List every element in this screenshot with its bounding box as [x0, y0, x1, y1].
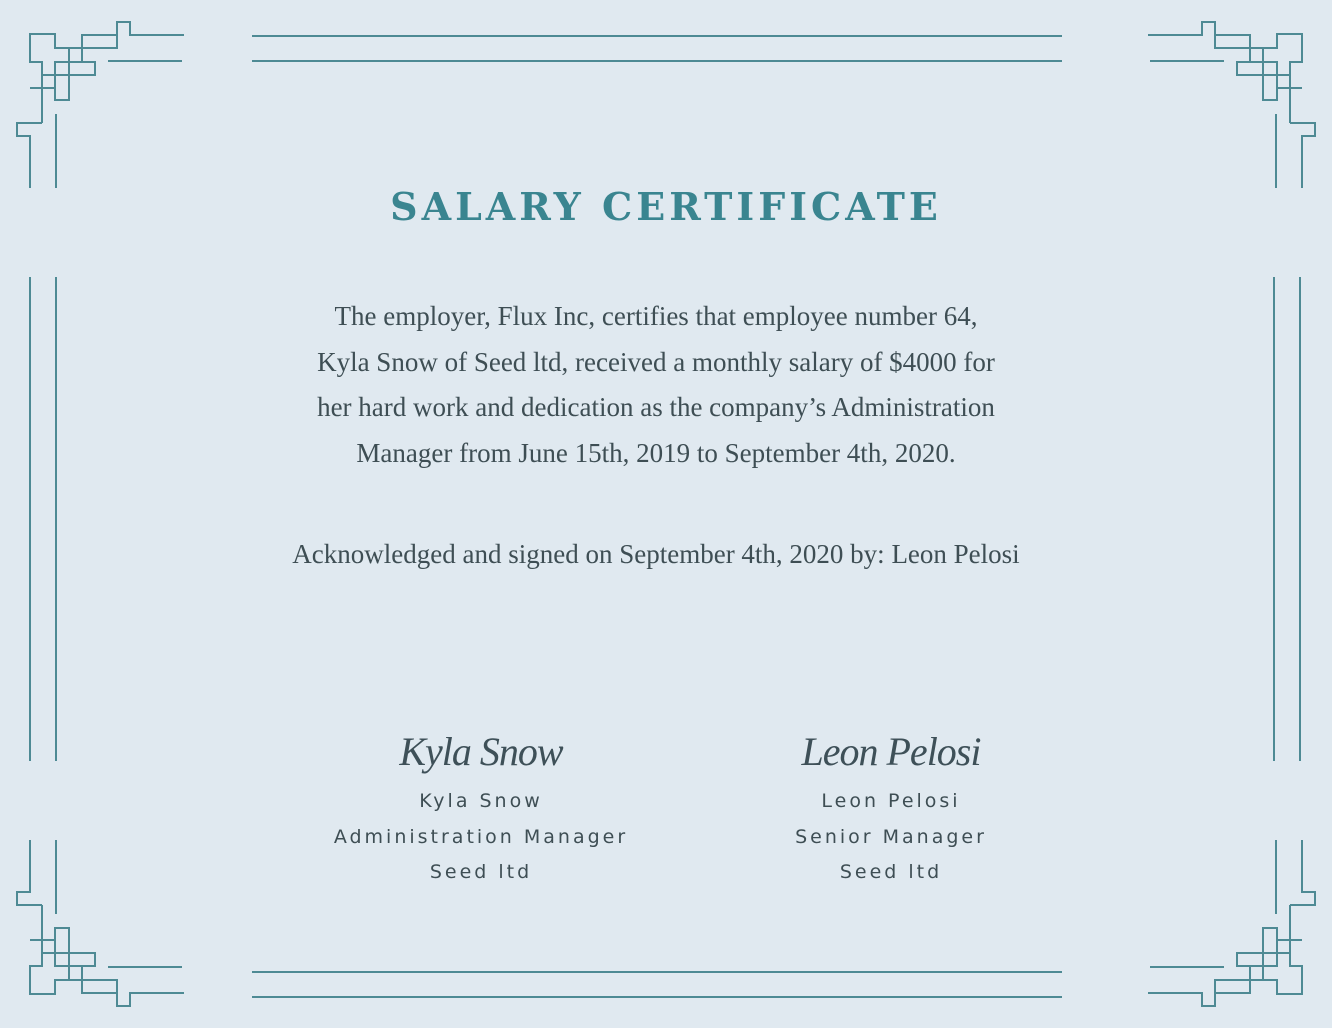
- corner-ornament-top-right-icon: [1132, 0, 1332, 200]
- corner-ornament-top-left-icon: [0, 0, 200, 200]
- corner-ornament-bottom-right-icon: [1132, 828, 1332, 1028]
- signature: Leon Pelosi: [801, 729, 981, 774]
- left-border-line: [29, 277, 31, 761]
- left-border-line: [55, 277, 57, 761]
- body-line: her hard work and dedication as the company’s Administration: [317, 392, 995, 422]
- right-border-line: [1299, 277, 1301, 761]
- body-line: Kyla Snow of Seed ltd, received a monthly salary of $4000 for: [317, 346, 995, 377]
- top-border-line: [252, 60, 1062, 62]
- top-border-line: [252, 35, 1062, 37]
- signatory-block-employee: [301, 722, 661, 891]
- certificate-title: SALARY CERTIFICATE: [390, 184, 942, 229]
- bottom-border-line: [252, 996, 1062, 998]
- body-line: The employer, Flux Inc, certifies that employee number 64,: [334, 301, 978, 331]
- bottom-border-line: [252, 971, 1062, 973]
- signatory-company: Seed ltd: [429, 861, 533, 883]
- signatory-position: Administration Manager: [333, 825, 629, 848]
- acknowledgement-statement: Acknowledged and signed on September 4th, 2020 by: Leon Pelosi: [292, 539, 1020, 569]
- signatory-company: Seed ltd: [839, 861, 943, 883]
- body-line: Manager from June 15th, 2019 to September 4th, 2020.: [356, 437, 956, 468]
- signatory-name: Leon Pelosi: [821, 790, 961, 812]
- corner-ornament-bottom-left-icon: [0, 828, 200, 1028]
- certificate-body: [250, 294, 1062, 476]
- signature: Kyla Snow: [399, 729, 563, 774]
- right-border-line: [1273, 277, 1275, 761]
- signatory-block-manager: [711, 722, 1071, 891]
- signatory-name: Kyla Snow: [419, 790, 543, 812]
- signatory-position: Senior Manager: [795, 825, 987, 848]
